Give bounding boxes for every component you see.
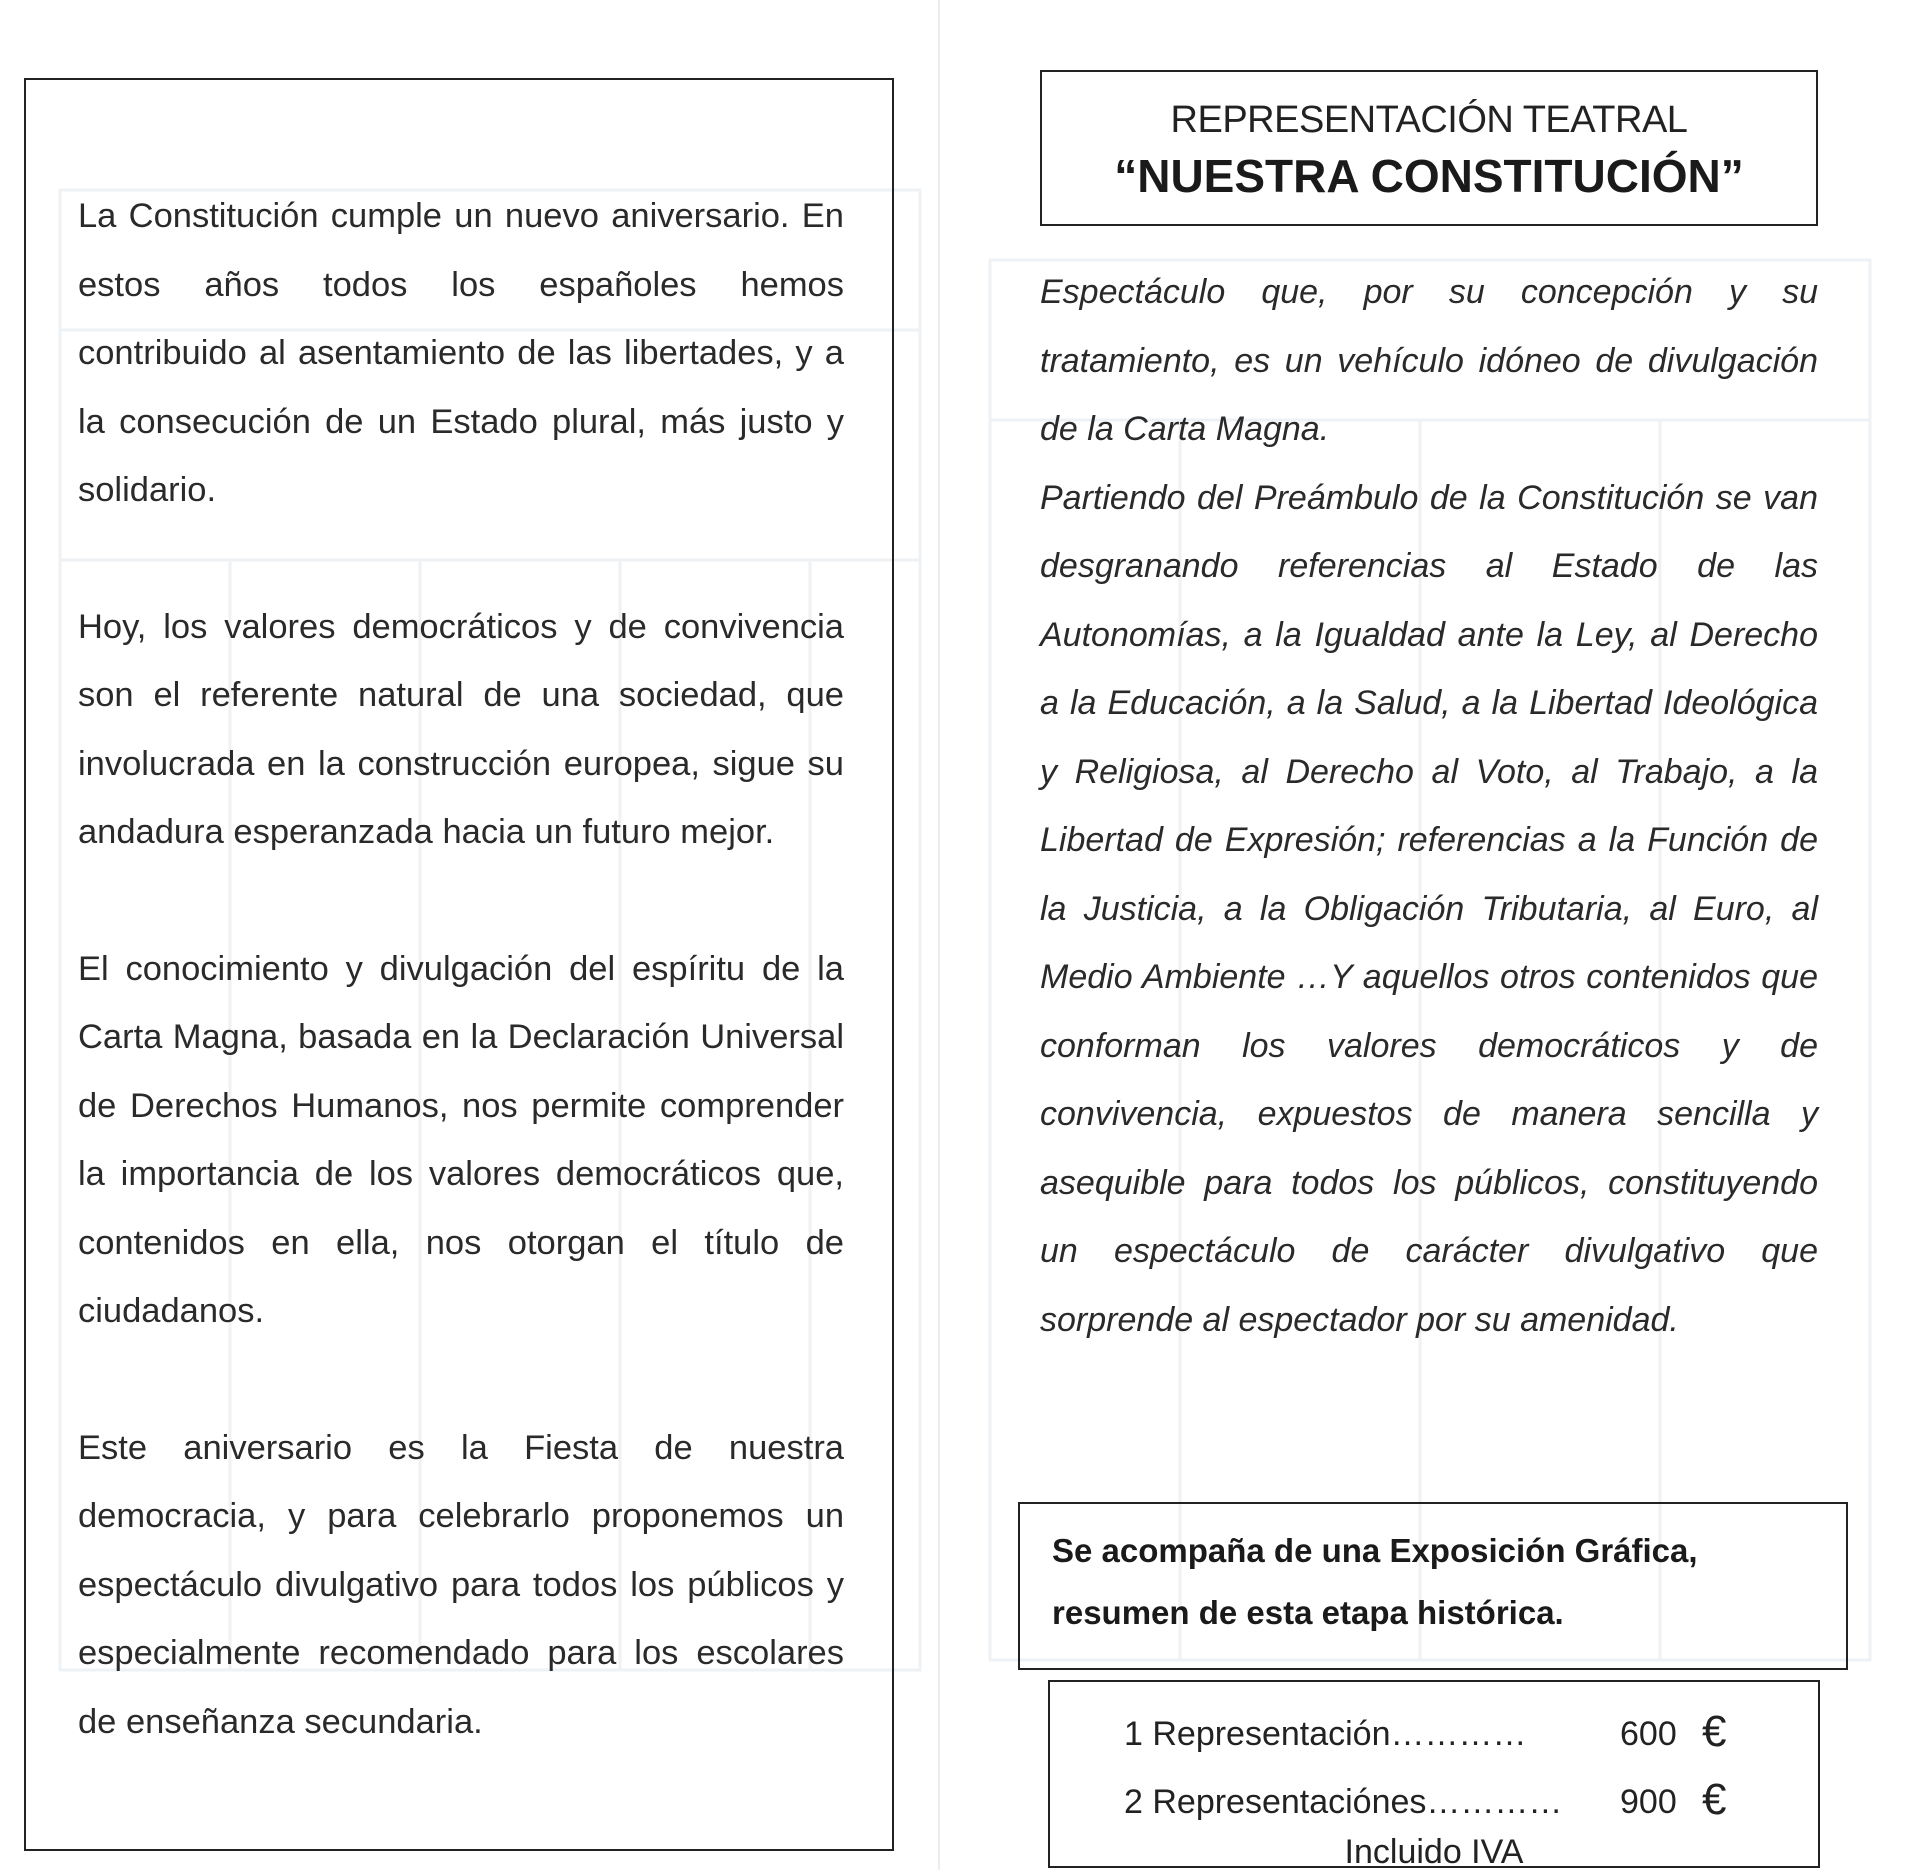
price-label: 2 Representaciónes………… bbox=[1124, 1783, 1563, 1821]
price-row bbox=[1124, 1704, 1764, 1764]
page-title: “NUESTRA CONSTITUCIÓN” bbox=[1114, 150, 1744, 202]
price-row bbox=[1124, 1772, 1764, 1832]
intro-paragraph-3: El conocimiento y divulgación del espíritu de la Carta Magna, basada en la Declaración Universal de Derechos Humanos, nos permite comprender la importancia de los valores democráticos que, contenidos en ella, nos otorgan el título de ciudadanos. bbox=[78, 949, 844, 1330]
title-box bbox=[1040, 70, 1818, 226]
page-fold bbox=[938, 0, 940, 1870]
price-amount: 900 bbox=[1620, 1783, 1677, 1821]
intro-paragraph-4: Este aniversario es la Fiesta de nuestra democracia, y para celebrarlo proponemos un espectáculo divulgativo para todos los públicos y especialmente recomendado para los escolares de enseñanza secundaria. bbox=[78, 1428, 844, 1741]
price-box bbox=[1048, 1680, 1820, 1871]
description-paragraph-1: Espectáculo que, por su concepción y su tratamiento, es un vehículo idóneo de divulgación de la Carta Magna. bbox=[1040, 273, 1818, 448]
price-amount: 600 bbox=[1620, 1715, 1677, 1753]
price-label: 1 Representación………… bbox=[1124, 1715, 1527, 1753]
show-info-column bbox=[1040, 0, 1830, 1870]
description-paragraph-2: Partiendo del Preámbulo de la Constitución se van desgranando referencias al Estado de las Autonomías, a la Igualdad ante la Ley, al Derecho a la Educación, a la Salud, a la Libertad Ideológica y Religiosa, al Derecho al Voto, al Trabajo, a la Libertad de Expresión; referencias a la Función de la Justicia, a la Obligación Tributaria, al Euro, al Medio Ambiente …Y aquellos otros contenidos que conforman los valores democráticos y de convivencia, expuestos de manera sencilla y asequible para todos los públicos, constituyendo un espectáculo de carácter divulgativo que sorprende al espectador por su amenidad. bbox=[1040, 478, 1818, 1339]
intro-panel bbox=[24, 78, 894, 1851]
euro-icon: € bbox=[1702, 1707, 1727, 1756]
title-kicker: REPRESENTACIÓN TEATRAL bbox=[1170, 99, 1688, 141]
intro-paragraph-1: La Constitución cumple un nuevo aniversario. En estos años todos los españoles hemos contribuido al asentamiento de las libertades, y a la consecución de un Estado plural, más justo y solidario. bbox=[78, 197, 844, 509]
exhibit-box bbox=[1018, 1502, 1848, 1670]
euro-icon: € bbox=[1702, 1775, 1727, 1824]
intro-paragraph-2: Hoy, los valores democráticos y de convivencia son el referente natural de una sociedad, que involucrada en la construcción europea, sigue su andadura esperanzada hacia un futuro mejor. bbox=[78, 607, 844, 851]
tax-note: Incluido IVA bbox=[1344, 1833, 1524, 1871]
exhibit-text: Se acompaña de una Exposición Gráfica, resumen de esta etapa histórica. bbox=[1052, 1532, 1698, 1631]
show-description bbox=[1040, 258, 1818, 1354]
